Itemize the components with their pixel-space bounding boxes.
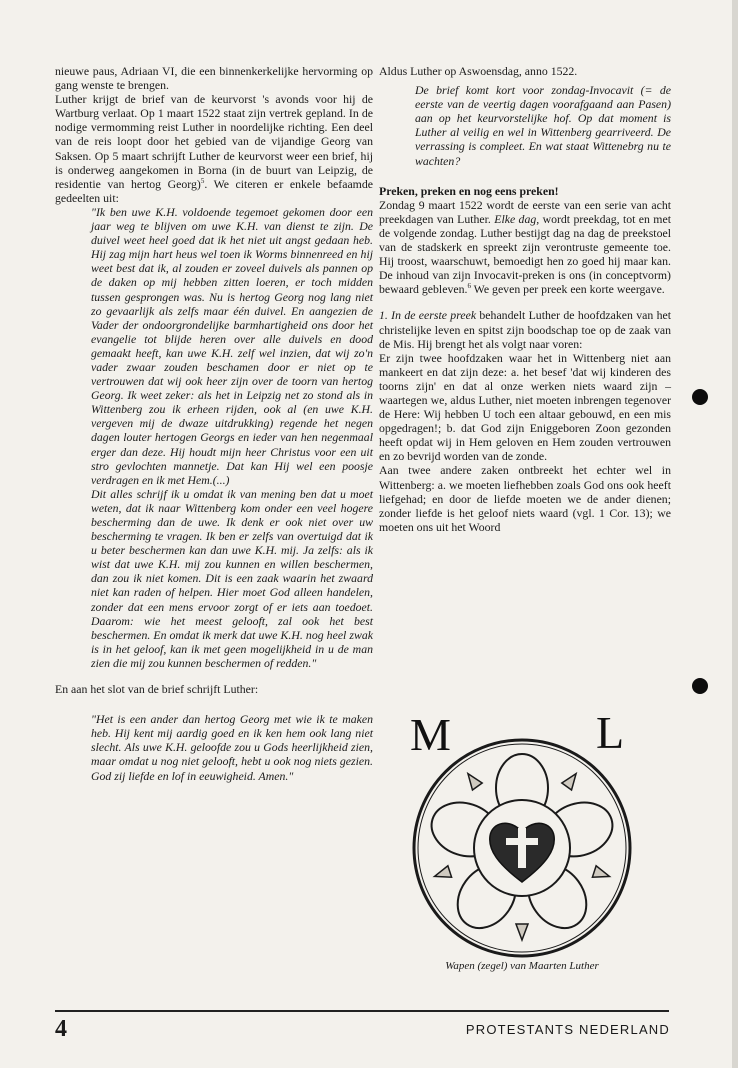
footnote-ref-6: 6	[467, 282, 471, 291]
page-edge-shadow	[732, 0, 738, 1068]
luther-seal-image	[402, 700, 642, 970]
journal-name: PROTESTANTS NEDERLAND	[465, 1022, 670, 1037]
footer-rule	[55, 1010, 669, 1012]
quote-editorial: De brief komt kort voor zondag-Invocavit (= de eerste van de veertig dagen voorafgaand aan Pasen) aan op het keurvorstelijke hof. Op dat moment is Luther al veilig en wel in Wittenberg gearriveerd. De verrassing is compleet. En wat staat Wittenebrg nu te wachten?	[415, 83, 671, 168]
paragraph-closing-intro: En aan het slot van de brief schrijft Luther:	[55, 682, 259, 697]
footnote-ref-5: 5	[200, 176, 205, 185]
paragraph-signoff: Aldus Luther op Aswoensdag, anno 1522.	[379, 64, 578, 78]
sermons-intro-text-3: We geven per preek een korte weergave.	[470, 282, 665, 297]
binder-hole-bottom	[692, 678, 708, 694]
page-number: 4	[55, 1016, 67, 1042]
paragraph-intro-1: nieuwe paus, Adriaan VI, die een binnenkerkelijke hervorming op gang wenste te brengen.	[55, 64, 373, 93]
quote-letter-closing: "Het is een ander dan hertog Georg met wie ik te maken heb. Hij kent mij aardig goed en ik ken hem ook lang niet slecht. Als uwe K.H. geloofde zou u Gods heerlijkheid zien, maar omdat u nog niet gelooft, hebt u ook nog niets gezien. God zij liefde en lof in eeuwigheid. Amen."	[91, 712, 373, 783]
paragraph-two-lacking-points: Aan twee andere zaken ontbreekt het echter wel in Wittenberg: a. we moeten liefhebben zoals God ons ook heeft liefgehad; en door de liefde moeten we de ander dienen; zonder liefde is het geloof niets waard (vgl. 1 Cor. 13); we moeten ons uit het Woord	[379, 463, 671, 534]
paragraph-two-main-points: Er zijn twee hoofdzaken waar het in Wittenberg niet aan mankeert en dat zijn deze: a. het besef 'dat wij kinderen des toorns zijn' en dat al onze werken niets waard zijn – waartegen we, aldus Luther, niet moeten inbrengen tegenover de Here: Wij hebben U toch een altaar gebouwd, en een mis opgedragen!; b. dat God zijn Eniggeboren Zoon gezonden heeft opdat wij in Hem geloven en Hem zouden vertrouwen en zo bevrijd worden van de zonde.	[379, 350, 671, 464]
paragraph-intro-2	[55, 92, 373, 205]
seal-letter-l: L	[596, 707, 625, 758]
paragraph-intro-2-text: Luther krijgt de brief van de keurvorst 's avonds voor hij de Wartburg verlaat. Op 1 maart 1522 staat zijn vertrek gepland. In de nodige vermomming reist Luther in noordelijke richting. Een deel van de reis loopt door het gebied van de vijandige Georg van Saksen. Op 5 maart schrijft Luther de keurvorst weer een brief, hij is onderweg aangekomen in Borna (in de buurt van Leipzig, de residentie van hertog Georg)	[55, 92, 373, 191]
first-sermon-emphasis: 1. In de eerste preek	[379, 308, 477, 323]
paragraph-intro-2-tail: . We citeren er enkele befaamde gedeelten uit:	[55, 176, 373, 205]
sermons-intro-text: Zondag 9 maart 1522 wordt de eerste van een serie van acht preekdagen van Luther.	[379, 197, 671, 226]
binder-hole-top	[692, 389, 708, 405]
paragraph-first-sermon	[379, 308, 671, 350]
seal-caption: Wapen (zegel) van Maarten Luther	[445, 960, 599, 972]
sermons-intro-text-2: wordt preekdag, tot en met de volgende zondag. Luther bestijgt dag na dag de preekstoel van de stadskerk en spreekt zijn verontruste gemeente toe. Hij troost, waarschuwt, bemoedigt hen zo goed hij maar kan. De inhoud van zijn Invocavit-preken is ons (in conceptvorm) bewaard gebleven.	[379, 211, 671, 297]
quote-letter-part-2: Dit alles schrijf ik u omdat ik van mening ben dat u moet weten, dat ik naar Wittenberg kom onder een veel hogere bescherming dan de uwe. Ik denk er ook niet over uw bescherming te vragen. Ik ben er zelfs van overtuigd dat ik u beter beschermen kan dan uwe K.H. mij. Ja zelfs: als ik wist dat uwe K.H. mij zou kunnen en willen beschermen, dan zou ik niet komen. Dit is een zaak waarin het zwaard niet kan raden of helpen. Hier moet God alleen handelen, zonder dat een mens ervoor zorgt of er iets aan toedoet. Daarom: wie het meest gelooft, zal ook het best beschermen. En omdat ik merk dat uwe K.H. nog heel zwak is in het geloof, kan ik met geen mogelijkheid in u de man zien die mij zou kunnen beschermen of redden."	[91, 486, 373, 670]
first-sermon-text: behandelt Luther de hoofdzaken van het christelijke leven en spitst zijn boodschap toe op de zaak van de Mis. Hij brengt het als volgt naar voren:	[379, 308, 671, 351]
left-column	[55, 64, 373, 783]
sermons-intro-emphasis: Elke dag,	[494, 211, 540, 226]
paragraph-sermons-intro	[379, 198, 671, 297]
quote-letter-part-1: "Ik ben uwe K.H. voldoende tegemoet gekomen door een jaar weg te blijven om uwe K.H. van dienst te zijn. De duivel weet heel goed dat ik het niet uit angst gedaan heb. Hij zag mijn hart heus wel toen ik Worms binnenreed en hij weet best dat ik, al zouden er zoveel duivels als pannen op de daken op mij hebben zitten loeren, er toch midden tussen gesprongen was. Nu is hertog Georg nog lang niet zo gevaarlijk als zelfs maar één duivel. En aangezien de Vader der ondoorgrondelijke barmhartigheid ons door het evangelie tot blijde heren over alle duivels en dood gemaakt heeft, kan uwe K.H. zelf wel inzien, dat wij zo'n vader zwaar zouden beschamen door er niet op te vertrouwen dat wij ook heer zijn over de toorn van hertog Georg. Ik weet zeker: als het in Leipzig net zo stond als in Wittenberg zou ik erheen rijden, ook al (en uwe K.H. vergeven mij de dwaze uitdrukking) regende het negen dagen louter hertogen Georgs en ieder van hen negenmaal erger dan deze. Hij houdt mijn heer Christus voor een uit stro gevlochten mannetje. Dat kan Hij wel een poosje verdragen en ik met Hem.(...)	[91, 204, 373, 487]
right-column	[379, 64, 671, 534]
seal-letter-m: M	[410, 709, 451, 760]
section-heading: Preken, preken en nog eens preken!	[379, 183, 559, 198]
